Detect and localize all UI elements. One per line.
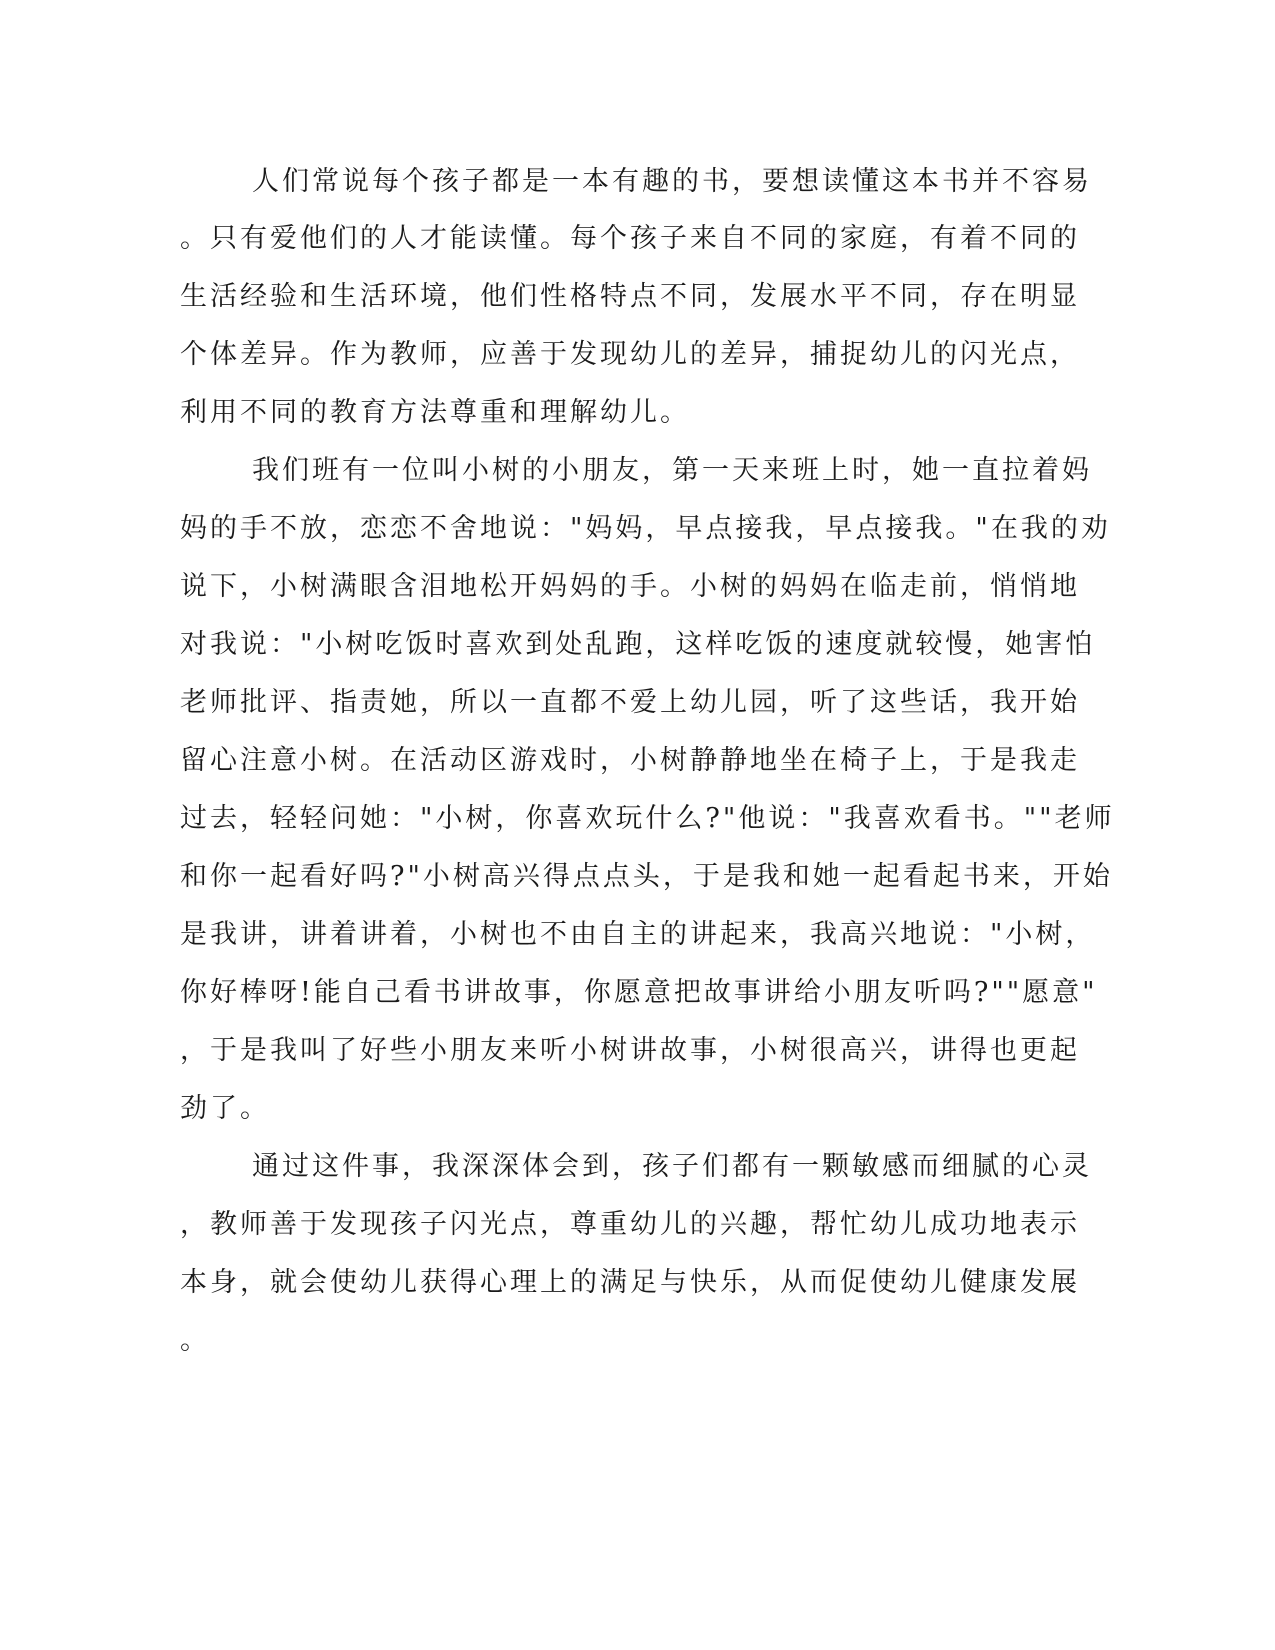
text-line: 过去，轻轻问她："小树，你喜欢玩什么?"他说："我喜欢看书。""老师: [180, 803, 1115, 834]
text-line: 利用不同的教育方法尊重和理解幼儿。: [180, 397, 690, 428]
text-line: 人们常说每个孩子都是一本有趣的书，要想读懂这本书并不容易: [252, 166, 1092, 197]
text-line: 生活经验和生活环境，他们性格特点不同，发展水平不同，存在明显: [180, 281, 1080, 312]
text-line: 和你一起看好吗?"小树高兴得点点头，于是我和她一起看起书来，开始: [180, 861, 1113, 892]
text-line: 是我讲，讲着讲着，小树也不由自主的讲起来，我高兴地说："小树，: [180, 919, 1096, 950]
text-line: 本身，就会使幼儿获得心理上的满足与快乐，从而促使幼儿健康发展: [180, 1267, 1080, 1298]
text-line: 个体差异。作为教师，应善于发现幼儿的差异，捕捉幼儿的闪光点，: [180, 339, 1080, 370]
text-line: 你好棒呀!能自己看书讲故事，你愿意把故事讲给小朋友听吗?""愿意": [180, 977, 1098, 1008]
text-line: 。只有爱他们的人才能读懂。每个孩子来自不同的家庭，有着不同的: [180, 223, 1080, 254]
text-line: 劲了。: [180, 1093, 270, 1124]
text-line: 我们班有一位叫小树的小朋友，第一天来班上时，她一直拉着妈: [252, 455, 1092, 486]
text-line: ，于是我叫了好些小朋友来听小树讲故事，小树很高兴，讲得也更起: [180, 1035, 1080, 1066]
text-line: 通过这件事，我深深体会到，孩子们都有一颗敏感而细腻的心灵: [252, 1151, 1092, 1182]
text-line: 妈的手不放，恋恋不舍地说："妈妈，早点接我，早点接我。"在我的劝: [180, 513, 1111, 544]
text-line: 留心注意小树。在活动区游戏时，小树静静地坐在椅子上，于是我走: [180, 745, 1080, 776]
text-line: 。: [180, 1325, 210, 1356]
text-line: 老师批评、指责她，所以一直都不爱上幼儿园，听了这些话，我开始: [180, 687, 1080, 718]
text-line: 说下，小树满眼含泪地松开妈妈的手。小树的妈妈在临走前，悄悄地: [180, 571, 1080, 602]
text-line: ，教师善于发现孩子闪光点，尊重幼儿的兴趣，帮忙幼儿成功地表示: [180, 1209, 1080, 1240]
text-line: 对我说："小树吃饭时喜欢到处乱跑，这样吃饭的速度就较慢，她害怕: [180, 629, 1096, 660]
